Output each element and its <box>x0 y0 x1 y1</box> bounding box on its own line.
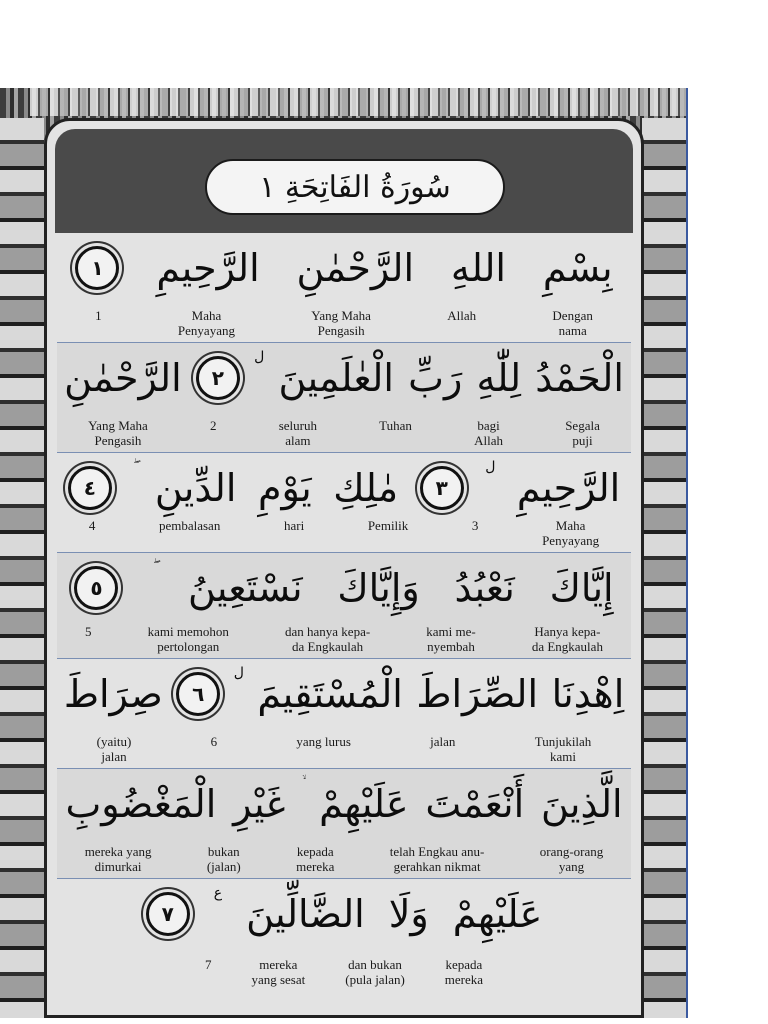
translation-word: 7 <box>204 957 212 972</box>
ayah-number-medallion: ٥ <box>74 566 118 610</box>
translation-word: Yang Maha Pengasih <box>88 418 148 448</box>
ayah-3-4 <box>57 453 631 553</box>
ayah-2 <box>57 343 631 453</box>
arabic-word: نَعْبُدُ <box>454 566 515 610</box>
translation-word: Allah <box>447 308 477 323</box>
translation-word: kami me- nyembah <box>426 624 476 654</box>
frame-right-border <box>642 118 686 1018</box>
ayah-1 <box>57 233 631 343</box>
translation-word: pembalasan <box>158 518 221 533</box>
mushaf-page <box>44 118 644 1018</box>
ayah-6 <box>57 659 631 769</box>
pause-mark: ع <box>213 885 223 901</box>
arabic-word: عَلَيْهِمْ <box>452 892 543 936</box>
translation-word: 2 <box>210 418 217 433</box>
arabic-word: يَوْمِ <box>257 466 312 510</box>
translation-word: orang-orang yang <box>539 844 604 874</box>
translation-word: Yang Maha Pengasih <box>311 308 371 338</box>
translation-word: kepada mereka <box>444 957 484 987</box>
translation-word: bagi Allah <box>474 418 503 448</box>
arabic-word: الْمَغْضُوبِ <box>65 782 217 826</box>
translation-word: mereka yang sesat <box>251 957 306 987</box>
arabic-word: الصِّرَاطَ <box>416 672 539 716</box>
translation-word: seluruh alam <box>278 418 317 448</box>
arabic-word: مٰلِكِ <box>333 466 399 510</box>
arabic-word: الْحَمْدُ <box>535 356 624 400</box>
translation-word: yang lurus <box>296 734 351 749</box>
frame-left-border <box>0 118 44 1018</box>
translation-word: kepada mereka <box>296 844 335 874</box>
arabic-word: الرَّحِيمِ <box>516 466 621 510</box>
ayah-5 <box>57 553 631 659</box>
translation-word: kami memohon pertolongan <box>147 624 229 654</box>
frame-top-border <box>30 88 686 116</box>
pause-mark: ل <box>485 459 496 475</box>
arabic-word: غَيْرِ <box>233 782 286 826</box>
translation-word: hari <box>283 518 305 533</box>
translation-word: Maha Penyayang <box>542 518 600 548</box>
arabic-word: الْمُسْتَقِيمَ <box>257 672 403 716</box>
ayah-number-medallion: ٦ <box>176 672 220 716</box>
arabic-word: الرَّحْمٰنِ <box>64 356 182 400</box>
ayah-number-medallion: ٢ <box>196 356 240 400</box>
translation-word: 3 <box>471 518 479 533</box>
translation-word: dan bukan (pula jalan) <box>345 957 405 987</box>
ayah-7-part-2 <box>57 879 631 1007</box>
arabic-word: الضَّالِّينَ <box>246 892 365 936</box>
ayah-number-medallion: ٤ <box>68 466 112 510</box>
translation-word: Dengan nama <box>552 308 593 338</box>
ayah-number-medallion: ٧ <box>146 892 190 936</box>
ayah-7-part-1 <box>57 769 631 879</box>
arabic-word: اِهْدِنَا <box>551 672 625 716</box>
translation-word: Maha Penyayang <box>177 308 235 338</box>
arabic-word: بِسْمِ <box>542 246 613 290</box>
arabic-word: عَلَيْهِمْ <box>319 782 409 826</box>
arabic-word: الرَّحْمٰنِ <box>296 246 415 290</box>
translation-word: jalan <box>430 734 456 749</box>
arabic-word: إِيَّاكَ <box>549 566 614 610</box>
translation-word: Hanya kepa- da Engkaulah <box>531 624 603 654</box>
translation-word: 1 <box>95 308 102 323</box>
translation-word: Tunjukilah kami <box>534 734 592 764</box>
arabic-word: الدِّينِ <box>154 466 237 510</box>
arabic-word: الْعٰلَمِينَ <box>278 356 394 400</box>
translation-word: bukan (jalan) <box>206 844 241 874</box>
surah-title: سُورَةُ الفَاتِحَةِ ١ <box>205 159 505 215</box>
translation-word: Tuhan <box>379 418 412 433</box>
translation-word: 6 <box>210 734 218 749</box>
translation-word: 4 <box>88 518 96 533</box>
arabic-word: الَّذِينَ <box>541 782 623 826</box>
ayah-number-medallion: ١ <box>75 246 119 290</box>
pause-mark: ل <box>254 349 265 365</box>
arabic-word: وَلَا <box>388 892 429 936</box>
ayah-number-medallion: ٣ <box>420 466 464 510</box>
translation-word: (yaitu) jalan <box>96 734 132 764</box>
translation-word: Segala puji <box>565 418 600 448</box>
arabic-word: رَبِّ <box>408 356 463 400</box>
translation-word: telah Engkau anu- gerahkan nikmat <box>389 844 485 874</box>
translation-word: Pemilik <box>367 518 409 533</box>
arabic-word: اللهِ <box>450 246 506 290</box>
translation-word: dan hanya kepa- da Engkaulah <box>284 624 371 654</box>
arabic-word: لِلّٰهِ <box>476 356 522 400</box>
surah-header <box>55 129 633 233</box>
pause-mark: ل <box>233 665 244 681</box>
arabic-word: الرَّحِيمِ <box>156 246 260 290</box>
translation-word: mereka yang dimurkai <box>84 844 152 874</box>
arabic-word: نَسْتَعِينُ <box>187 566 303 610</box>
arabic-word: وَإِيَّاكَ <box>337 566 420 610</box>
translation-word: 5 <box>85 624 92 639</box>
arabic-word: صِرَاطَ <box>63 672 163 716</box>
arabic-word: أَنْعَمْتَ <box>425 782 525 826</box>
